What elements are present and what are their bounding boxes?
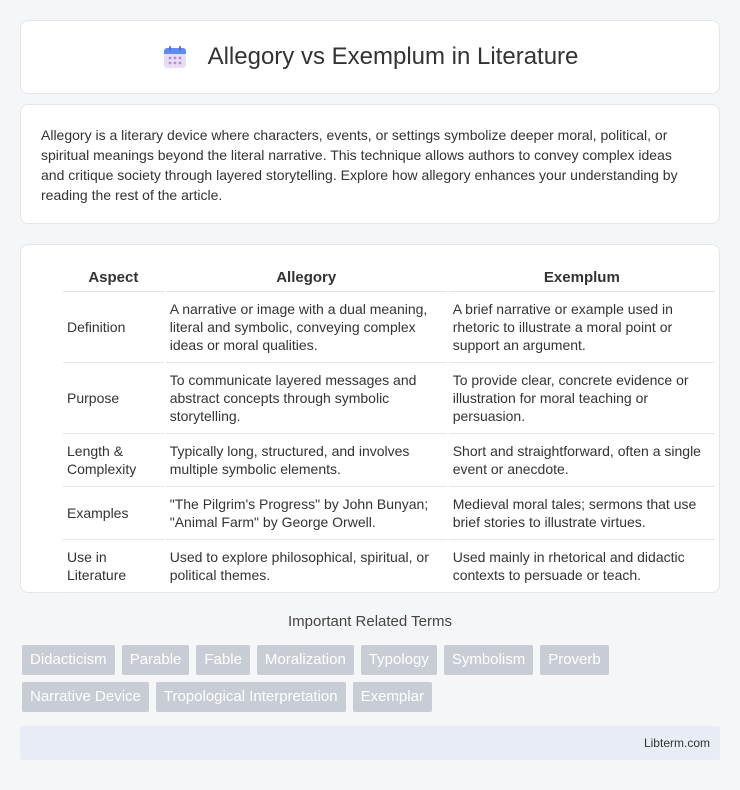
row-label: Definition xyxy=(63,292,164,363)
footer-site-link[interactable]: Libterm.com xyxy=(643,736,710,750)
allegory-cell: Typically long, structured, and involves multiple symbolic elements. xyxy=(166,434,447,487)
table-row xyxy=(63,487,715,540)
column-header-allegory: Allegory xyxy=(166,265,447,292)
intro-card xyxy=(20,104,720,224)
allegory-cell: To communicate layered messages and abstract concepts through symbolic storytelling. xyxy=(166,363,447,434)
table-row xyxy=(63,434,715,487)
exemplum-cell: To provide clear, concrete evidence or illustration for moral teaching or persuasion. xyxy=(449,363,715,434)
row-label: Purpose xyxy=(63,363,164,434)
related-term-tag[interactable]: Proverb xyxy=(540,645,609,675)
row-label: Length & Complexity xyxy=(63,434,164,487)
allegory-cell: "The Pilgrim's Progress" by John Bunyan; "Animal Farm" by George Orwell. xyxy=(166,487,447,540)
related-term-tag[interactable]: Parable xyxy=(122,645,190,675)
allegory-cell: A narrative or image with a dual meaning, literal and symbolic, conveying complex ideas or moral qualities. xyxy=(166,292,447,363)
header-card xyxy=(20,20,720,94)
exemplum-cell: Used mainly in rhetorical and didactic contexts to persuade or teach. xyxy=(449,540,715,593)
table-header-row xyxy=(63,265,715,292)
calendar-icon xyxy=(162,44,188,70)
exemplum-cell: Medieval moral tales; sermons that use brief stories to illustrate virtues. xyxy=(449,487,715,540)
related-terms-list xyxy=(22,645,722,719)
column-header-aspect: Aspect xyxy=(63,265,164,292)
intro-text: Allegory is a literary device where characters, events, or settings symbolize deeper moral, political, or spiritual meanings beyond the literal narrative. This technique allows authors to convey complex ideas and critique society through layered storytelling. Explore how allegory enhances your understanding by reading the rest of the article. xyxy=(41,127,678,203)
related-term-tag[interactable]: Narrative Device xyxy=(22,682,149,712)
related-term-tag[interactable]: Typology xyxy=(361,645,437,675)
related-term-tag[interactable]: Exemplar xyxy=(353,682,432,712)
related-term-tag[interactable]: Symbolism xyxy=(444,645,533,675)
comparison-card xyxy=(20,244,720,593)
comparison-table xyxy=(61,265,717,593)
column-header-exemplum: Exemplum xyxy=(449,265,715,292)
table-row xyxy=(63,540,715,593)
related-term-tag[interactable]: Moralization xyxy=(257,645,354,675)
related-term-tag[interactable]: Tropological Interpretation xyxy=(156,682,346,712)
allegory-cell: Used to explore philosophical, spiritual, or political themes. xyxy=(166,540,447,593)
related-term-tag[interactable]: Didacticism xyxy=(22,645,115,675)
exemplum-cell: Short and straightforward, often a single event or anecdote. xyxy=(449,434,715,487)
related-terms-title: Important Related Terms xyxy=(288,613,452,630)
related-term-tag[interactable]: Fable xyxy=(196,645,250,675)
footer xyxy=(20,726,720,760)
exemplum-cell: A brief narrative or example used in rhetoric to illustrate a moral point or support an argument. xyxy=(449,292,715,363)
row-label: Examples xyxy=(63,487,164,540)
table-row xyxy=(63,292,715,363)
row-label: Use in Literature xyxy=(63,540,164,593)
page-title: Allegory vs Exemplum in Literature xyxy=(207,43,579,70)
table-row xyxy=(63,363,715,434)
